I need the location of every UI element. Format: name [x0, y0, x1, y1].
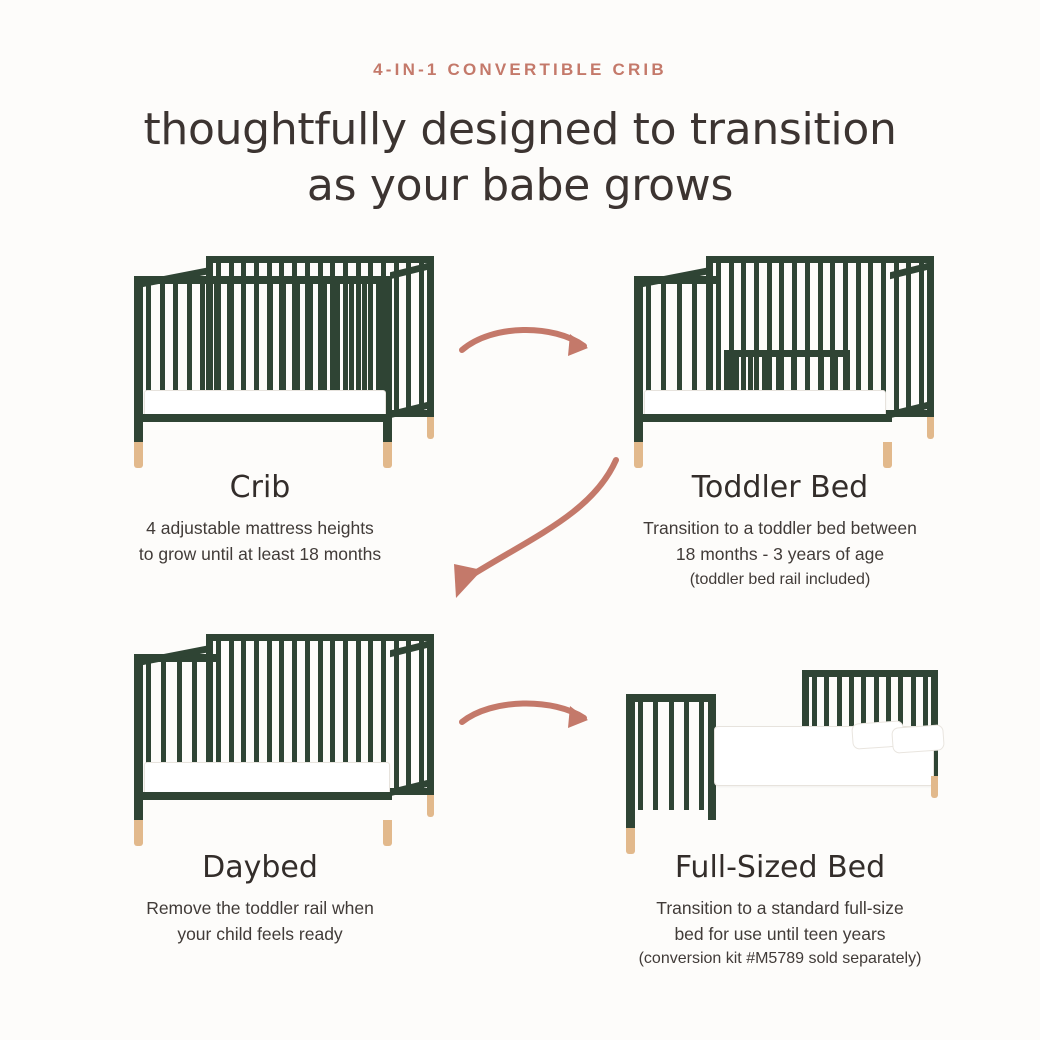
- arrow-toddler-to-daybed-icon: [420, 452, 640, 622]
- arrow-daybed-to-full-icon: [458, 692, 608, 742]
- stage-full-sized-bed: [520, 616, 1040, 972]
- stage-description-line: Remove the toddler rail when: [146, 897, 374, 918]
- stage-title: Toddler Bed: [691, 470, 869, 505]
- headline-line-1: thoughtfully designed to transition: [143, 104, 897, 155]
- daybed-illustration: [0, 616, 520, 838]
- stage-title: Full-Sized Bed: [674, 849, 886, 885]
- stage-daybed: [0, 616, 520, 972]
- stage-description: [0, 895, 520, 948]
- crib-illustration: [0, 238, 520, 458]
- stage-description-line: your child feels ready: [177, 923, 343, 944]
- stage-description-line: 18 months - 3 years of age: [675, 544, 885, 565]
- stage-description-line: Transition to a toddler bed between: [643, 518, 917, 538]
- stage-description-note: (toddler bed rail included): [689, 570, 871, 588]
- headline-line-2: as your babe grows: [306, 160, 734, 212]
- eyebrow-label: 4-IN-1 CONVERTIBLE CRIB: [373, 60, 667, 79]
- stage-description-note: (conversion kit #M5789 sold separately): [638, 950, 922, 967]
- stage-description-line: to grow until at least 18 months: [138, 544, 382, 565]
- arrow-crib-to-toddler-icon: [458, 318, 608, 368]
- stage-title: Crib: [229, 470, 291, 505]
- stage-description-line: bed for use until teen years: [674, 923, 886, 944]
- stage-description-line: 4 adjustable mattress heights: [146, 518, 374, 538]
- stage-title: Daybed: [202, 849, 318, 885]
- stage-description: [520, 895, 1040, 972]
- stage-description-line: Transition to a standard full-size: [656, 897, 904, 918]
- page-title: [0, 102, 1040, 215]
- pillow: [891, 724, 945, 754]
- stage-row-bottom: [0, 616, 1040, 972]
